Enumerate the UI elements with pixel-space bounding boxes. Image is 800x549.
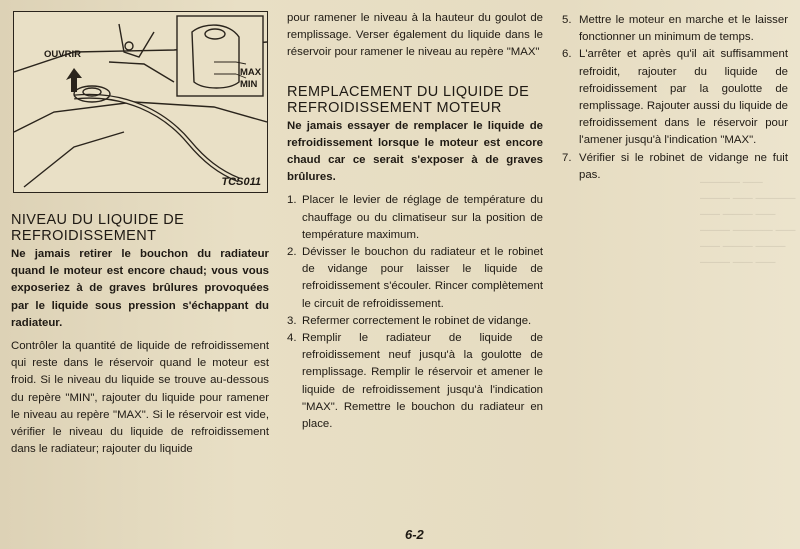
coolant-replacement-warning: Ne jamais essayer de remplacer le liquide de refroidissement lorsque le moteur est encore chaud car ce serait s'exposer à de graves brûlures. (287, 119, 543, 184)
list-item: 1. Placer le levier de réglage de température du chauffage ou du climatiseur sur la position de température maximum. (287, 194, 543, 241)
min-label: MIN (240, 79, 258, 90)
column-1 (11, 212, 269, 458)
max-label: MAX (240, 67, 262, 78)
column-3 (562, 12, 788, 184)
replacement-steps-list-continued (562, 12, 788, 184)
list-item: 7. Vérifier si le robinet de vidange ne fuit pas. (562, 151, 788, 181)
list-item: 6. L'arrêter et après qu'il ait suffisamment refroidit, rajouter du liquide de refroidissement par la goulotte de remplissage. Rajouter aussi du liquide de refroidissement dans le réservoir pour l'amener jusqu'à l'indication "MAX". (562, 48, 788, 147)
list-item: 5. Mettre le moteur en marche et le laisser fonctionner un minimum de temps. (562, 14, 788, 44)
column-2 (287, 10, 543, 433)
replacement-steps-list (287, 192, 543, 433)
coolant-replacement-heading: REMPLACEMENT DU LIQUIDE DE REFROIDISSEMENT MOTEUR (287, 83, 530, 116)
coolant-level-warning: Ne jamais retirer le bouchon du radiateur quand le moteur est encore chaud; vous vous exposeriez à de graves brûlures provoquées par le liquide sous pression s'échappant du radiateur. (11, 248, 269, 329)
list-item: 4. Remplir le radiateur de liquide de refroidissement neuf jusqu'à la goulotte de remplissage. Remplir le réservoir et amener le liquide de refroidissement jusqu'à l'indication "MAX". Remettre le bouchon du radiateur en place. (287, 332, 543, 431)
coolant-level-heading: NIVEAU DU LIQUIDE DE REFROIDISSEMENT (11, 212, 185, 244)
page-number: 6-2 (405, 527, 424, 542)
engine-bay-illustration (14, 12, 267, 192)
open-label: OUVRIR (44, 49, 81, 60)
bleed-through-text: ———— —— ——— —— ———— —— ——— —— ——— ———— —— —— ——— ——— ——— —— —— (700, 177, 796, 268)
coolant-level-body: Contrôler la quantité de liquide de refroidissement qui reste dans le réservoir quand le moteur est froid. Si le niveau du liquide se trouve au-dessous du repère "MIN", rajouter du liquide pour ramener le niveau au repère "MAX". Si le réservoir est vide, vérifier le niveau du liquide de refroidissement dans le radiateur; rajouter du liquide (11, 340, 269, 456)
coolant-level-continuation: pour ramener le niveau à la hauteur du goulot de remplissage. Verser également du liquide dans le réservoir pour ramener le niveau au repère "MAX" (287, 12, 543, 59)
list-item: 2. Dévisser le bouchon du radiateur et le robinet de vidange pour laisser le liquide de refroidissement s'écouler. Rincer complètement le circuit de refroidissement. (287, 246, 543, 310)
figure-id: TCS011 (221, 176, 261, 188)
list-item: 3. Refermer correctement le robinet de vidange. (287, 314, 532, 327)
coolant-reservoir-figure (13, 11, 268, 193)
